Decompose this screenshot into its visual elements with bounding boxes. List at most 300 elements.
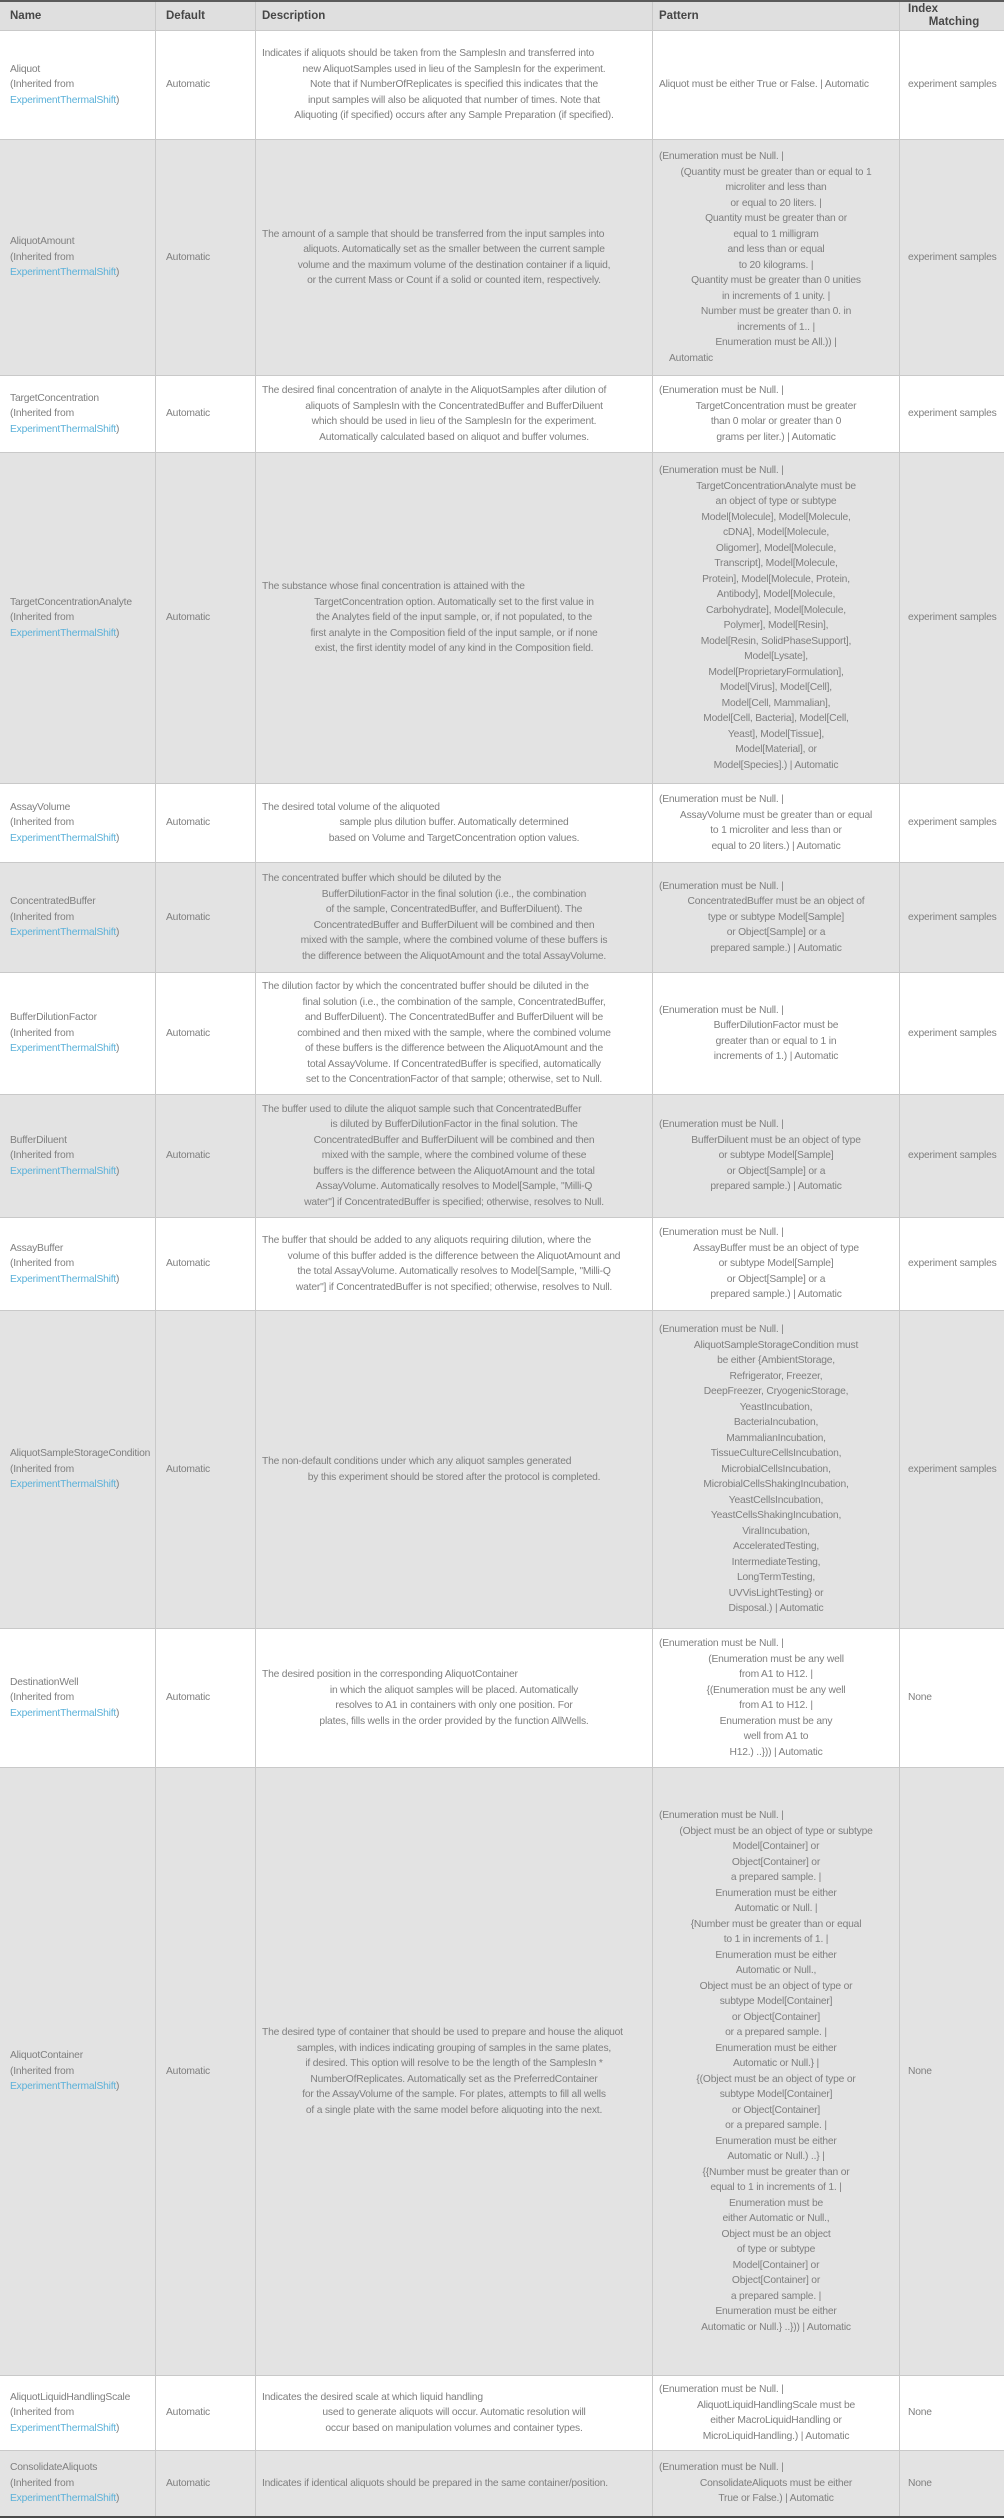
index-matching-cell: [900, 1218, 1004, 1310]
index-matching-cell: [900, 140, 1004, 375]
text-line: or equal to 20 liters. |: [730, 197, 822, 209]
text-line: {Number must be greater than or equal: [690, 1918, 862, 1930]
text-line: (Enumeration must be Null. |: [659, 1004, 784, 1016]
text-line: AssayVolume must be greater than or equal: [679, 809, 873, 821]
text-line: Enumeration must be any: [719, 1715, 833, 1727]
text-line: Automatic or Null.} ..})) | Automatic: [701, 2321, 851, 2333]
text-line: or Object[Sample] or a: [726, 927, 826, 939]
description-cell: [256, 140, 653, 375]
pattern-text: [659, 792, 893, 854]
default-value: Automatic: [166, 612, 210, 624]
index-matching-value: experiment samples: [908, 1027, 997, 1039]
text-line: Model[Species].) | Automatic: [713, 759, 839, 771]
column-header-pattern: Pattern: [653, 2, 900, 30]
text-line: Object must be an object of type or: [699, 1980, 853, 1992]
text-line: (Quantity must be greater than or equal to 1: [680, 166, 872, 178]
text-line: (Enumeration must be Null. |: [659, 1227, 784, 1239]
inherited-suffix: ): [116, 627, 120, 639]
text-line: increments of 1.. |: [737, 321, 815, 333]
index-matching-cell: [900, 863, 1004, 972]
text-line: Automatic or Null.,: [735, 1965, 817, 1976]
index-matching-value: experiment samples: [908, 251, 997, 263]
text-line: combined and then mixed with the sample, where the combined volume: [297, 1027, 611, 1039]
pattern-cell: [653, 140, 900, 375]
text-line: equal to 1 in increments of 1. |: [710, 2182, 842, 2193]
table-row: [0, 1767, 1004, 2375]
text-line: The desired final concentration of analyte in the AliquotSamples after dilution of: [262, 385, 607, 396]
text-line: YeastIncubation,: [739, 1401, 813, 1413]
column-header-index-matching: [900, 2, 1004, 30]
table-row: [0, 2450, 1004, 2516]
inherited-from-note: [10, 610, 147, 641]
option-name-cell: [0, 1218, 156, 1310]
default-value: Automatic: [166, 1258, 210, 1270]
index-matching-value: None: [908, 1692, 932, 1704]
text-line: UVVisLightTesting} or: [728, 1587, 824, 1599]
text-line: well from A1 to: [743, 1731, 809, 1742]
text-line: Enumeration must be: [728, 2197, 824, 2209]
text-line: (Enumeration must be Null. |: [659, 2384, 784, 2395]
text-line: AcceleratedTesting,: [732, 1541, 820, 1553]
default-value: Automatic: [166, 408, 210, 420]
inherited-suffix: ): [116, 1707, 120, 1719]
index-matching-cell: [900, 31, 1004, 139]
text-line: BufferDilutionFactor in the final solution (i.e., the combination: [321, 888, 587, 900]
default-value-cell: [156, 1218, 256, 1310]
column-header-description: Description: [256, 2, 653, 30]
text-line: Enumeration must be either: [715, 2135, 837, 2147]
pattern-text: [659, 1808, 893, 2335]
text-line: or Object[Sample] or a: [726, 1165, 826, 1177]
text-line: True or False.) | Automatic: [718, 2493, 834, 2505]
default-value-cell: [156, 2451, 256, 2516]
inherited-from-note: [10, 1026, 147, 1057]
option-name-cell: [0, 784, 156, 862]
text-line: Refrigerator, Freezer,: [729, 1370, 823, 1382]
description-text: [262, 2025, 646, 2118]
text-line: or subtype Model[Sample]: [718, 1150, 834, 1162]
text-line: subtype Model[Container]: [719, 2089, 833, 2100]
table-row: [0, 1310, 1004, 1628]
default-value-cell: [156, 973, 256, 1094]
inherited-prefix: (Inherited from: [10, 2477, 74, 2489]
option-name: AliquotSampleStorageCondition: [10, 1448, 151, 1460]
text-line: volume and the maximum volume of the destination container if a liquid,: [297, 259, 611, 271]
experiment-thermal-shift-link[interactable]: ExperimentThermalShift: [10, 2422, 117, 2434]
inherited-prefix: (Inherited from: [10, 911, 74, 923]
inherited-from-note: [10, 1462, 147, 1493]
description-text: [262, 383, 646, 445]
pattern-text: [659, 77, 893, 93]
inherited-from-note: [10, 1148, 147, 1179]
text-line: by this experiment should be stored after the protocol is completed.: [307, 1471, 601, 1483]
text-line: Automatic: [669, 352, 713, 364]
text-line: from A1 to H12. |: [739, 1700, 813, 1711]
description-text: [262, 227, 646, 289]
text-line: TargetConcentration must be greater: [695, 400, 857, 412]
text-line: (Enumeration must be Null. |: [659, 385, 784, 396]
text-line: (Object must be an object of type or subtype: [679, 1825, 873, 1837]
text-line: the difference between the AliquotAmount and the total AssayVolume.: [301, 950, 607, 962]
option-name: TargetConcentration: [10, 392, 99, 404]
description-text: [262, 46, 646, 124]
default-value-cell: [156, 376, 256, 452]
inherited-from-note: [10, 815, 147, 846]
text-line: Yeast], Model[Tissue],: [727, 728, 825, 740]
text-line: Enumeration must be All.)) |: [715, 337, 837, 348]
text-line: The concentrated buffer which should be diluted by the: [262, 873, 502, 884]
index-matching-cell: [900, 973, 1004, 1094]
text-line: Number must be greater than 0. in: [700, 306, 852, 317]
inherited-from-note: [10, 250, 147, 281]
text-line: Model[Cell, Mammalian],: [721, 697, 831, 709]
index-matching-cell: [900, 1768, 1004, 2375]
text-line: new AliquotSamples used in lieu of the SamplesIn for the experiment.: [302, 63, 606, 75]
experiment-thermal-shift-link[interactable]: ExperimentThermalShift: [10, 1707, 117, 1719]
text-line: or Object[Sample] or a: [726, 1273, 826, 1285]
inherited-suffix: ): [116, 423, 120, 435]
default-value-cell: [156, 1095, 256, 1217]
description-text: [262, 979, 646, 1088]
text-line: equal to 1 milligram: [733, 228, 819, 240]
text-line: ConcentratedBuffer and BufferDiluent will be combined and then: [313, 1134, 595, 1146]
description-text: [262, 1667, 646, 1729]
default-value: Automatic: [166, 817, 210, 829]
default-value: Automatic: [166, 79, 210, 91]
option-name-cell: [0, 1095, 156, 1217]
inherited-from-note: [10, 2405, 147, 2436]
text-line: a prepared sample. |: [730, 1872, 822, 1883]
text-line: Object must be an object: [721, 2228, 831, 2240]
text-line: an object of type or subtype: [715, 496, 837, 507]
text-line: Model[ProprietaryFormulation],: [708, 666, 844, 678]
experiment-thermal-shift-link[interactable]: ExperimentThermalShift: [10, 267, 117, 279]
text-line: to 1 in increments of 1. |: [723, 1934, 829, 1945]
text-line: Index: [908, 3, 939, 15]
text-line: NumberOfReplicates. Automatically set as the PreferredContainer: [310, 2073, 598, 2085]
text-line: H12.) ..})) | Automatic: [729, 1746, 823, 1758]
pattern-cell: [653, 453, 900, 783]
pattern-text: [659, 1117, 893, 1195]
text-line: Model[Material], or: [735, 744, 817, 755]
default-value-cell: [156, 2376, 256, 2450]
text-line: increments of 1.) | Automatic: [713, 1051, 839, 1062]
text-line: (Enumeration must be Null. |: [659, 794, 784, 805]
text-line: resolves to A1 in containers with only one position. For: [335, 1700, 573, 1711]
text-line: Object[Container] or: [731, 2275, 821, 2286]
text-line: ConcentratedBuffer must be an object of: [687, 896, 865, 908]
text-line: Note that if NumberOfReplicates is specified this indicates that the: [309, 79, 599, 91]
option-name: AssayBuffer: [10, 1242, 64, 1254]
experiment-thermal-shift-link[interactable]: ExperimentThermalShift: [10, 1273, 117, 1285]
text-line: AssayVolume. Automatically resolves to Model[Sample, "Milli-Q: [315, 1181, 593, 1193]
pattern-cell: [653, 784, 900, 862]
text-line: of these buffers is the difference between the AliquotAmount and the: [304, 1043, 603, 1055]
text-line: (Enumeration must be Null. |: [659, 1119, 784, 1131]
pattern-cell: [653, 31, 900, 139]
inherited-suffix: ): [116, 2493, 120, 2505]
text-line: Enumeration must be either: [715, 2042, 837, 2054]
option-name-cell: [0, 2376, 156, 2450]
inherited-suffix: ): [116, 2081, 120, 2093]
text-line: or subtype Model[Sample]: [718, 1258, 834, 1270]
text-line: in which the aliquot samples will be placed. Automatically: [329, 1684, 579, 1696]
text-line: ConsolidateAliquots must be either: [699, 2477, 853, 2489]
default-value: Automatic: [166, 1150, 210, 1162]
experiment-thermal-shift-link[interactable]: ExperimentThermalShift: [10, 1479, 117, 1491]
text-line: (Enumeration must be Null. |: [659, 2462, 784, 2474]
option-name: AliquotLiquidHandlingScale: [10, 2391, 131, 2403]
table-body: [0, 30, 1004, 2516]
option-name: BufferDiluent: [10, 1134, 67, 1146]
text-line: type or subtype Model[Sample]: [707, 911, 845, 923]
text-line: first analyte in the Composition field of the input sample, or if none: [310, 627, 598, 639]
text-line: {(Enumeration must be any well: [706, 1684, 846, 1696]
pattern-cell: [653, 376, 900, 452]
text-line: IntermediateTesting,: [731, 1556, 821, 1568]
option-name-cell: [0, 1768, 156, 2375]
option-name-cell: [0, 1311, 156, 1628]
text-line: to 1 microliter and less than or: [710, 825, 842, 836]
pattern-text: [659, 463, 893, 773]
pattern-cell: [653, 2451, 900, 2516]
text-line: from A1 to H12. |: [739, 1669, 813, 1680]
pattern-cell: [653, 1095, 900, 1217]
inherited-prefix: (Inherited from: [10, 408, 74, 420]
inherited-suffix: ): [116, 1043, 120, 1055]
inherited-prefix: (Inherited from: [10, 79, 74, 91]
description-cell: [256, 2376, 653, 2450]
text-line: Oligomer], Model[Molecule,: [715, 542, 837, 554]
index-matching-value: None: [908, 2407, 932, 2419]
text-line: or Object[Container]: [731, 2011, 821, 2023]
table-row: [0, 30, 1004, 139]
text-line: a prepared sample. |: [730, 2290, 822, 2302]
index-matching-value: experiment samples: [908, 79, 997, 91]
default-value-cell: [156, 1629, 256, 1767]
description-text: [262, 2476, 646, 2492]
pattern-text: [659, 1003, 893, 1065]
pattern-cell: [653, 1768, 900, 2375]
inherited-prefix: (Inherited from: [10, 1692, 74, 1704]
text-line: set to the ConcentrationFactor of that sample; otherwise, set to Null.: [305, 1074, 603, 1086]
description-text: [262, 579, 646, 657]
experiment-thermal-shift-link[interactable]: ExperimentThermalShift: [10, 1165, 117, 1177]
option-name: DestinationWell: [10, 1676, 79, 1688]
description-cell: [256, 2451, 653, 2516]
text-line: and BufferDiluent). The ConcentratedBuffer and BufferDiluent will be: [304, 1012, 604, 1024]
text-line: of a single plate with the same model before aliquoting into the next.: [305, 2104, 603, 2116]
text-line: The buffer that should be added to any aliquots requiring dilution, where the: [262, 1235, 592, 1246]
table-row: [0, 783, 1004, 862]
text-line: {(Object must be an object of type or: [696, 2073, 856, 2085]
inherited-from-note: [10, 2476, 147, 2507]
text-line: TissueCultureCellsIncubation,: [710, 1448, 842, 1460]
text-line: AssayBuffer must be an object of type: [693, 1242, 859, 1254]
table-row: [0, 1628, 1004, 1767]
text-line: The desired position in the corresponding AliquotContainer: [262, 1669, 518, 1680]
experiment-thermal-shift-link[interactable]: ExperimentThermalShift: [10, 94, 117, 106]
text-line: Automatically calculated based on aliquot and buffer volumes.: [319, 431, 589, 443]
text-line: The buffer used to dilute the aliquot sample such that ConcentratedBuffer: [262, 1103, 582, 1115]
text-line: Model[Lysate],: [744, 651, 808, 662]
default-value: Automatic: [166, 1027, 210, 1039]
default-value-cell: [156, 140, 256, 375]
experiment-thermal-shift-link[interactable]: ExperimentThermalShift: [10, 2493, 117, 2505]
text-line: if desired. This option will resolve to be the length of the SamplesIn *: [305, 2058, 603, 2069]
text-line: either Automatic or Null.,: [722, 2213, 830, 2224]
text-line: Model[Molecule], Model[Molecule,: [701, 511, 851, 523]
pattern-cell: [653, 1311, 900, 1628]
pattern-text: [659, 1225, 893, 1303]
text-line: ConcentratedBuffer and BufferDiluent will be combined and then: [313, 919, 595, 931]
pattern-cell: [653, 1629, 900, 1767]
inherited-from-note: [10, 406, 147, 437]
text-line: mixed with the sample, where the combined volume of these: [321, 1150, 587, 1162]
text-line: Indicates if identical aliquots should be prepared in the same container/position.: [262, 2477, 608, 2489]
text-line: Carbohydrate], Model[Molecule,: [706, 604, 846, 616]
text-line: cDNA], Model[Molecule,: [722, 527, 830, 538]
index-matching-cell: [900, 1311, 1004, 1628]
experiment-thermal-shift-link[interactable]: ExperimentThermalShift: [10, 1043, 117, 1055]
text-line: The non-default conditions under which any aliquot samples generated: [262, 1456, 572, 1467]
text-line: for the AssayVolume of the sample. For plates, attempts to fill all wells: [302, 2089, 606, 2100]
text-line: and less than or equal: [727, 244, 825, 255]
pattern-cell: [653, 2376, 900, 2450]
pattern-cell: [653, 973, 900, 1094]
table-row: [0, 452, 1004, 783]
default-value-cell: [156, 453, 256, 783]
index-matching-cell: [900, 1629, 1004, 1767]
text-line: buffers is the difference between the AliquotAmount and the total: [313, 1165, 595, 1177]
text-line: Model[Resin, SolidPhaseSupport],: [700, 635, 852, 647]
table-header-row: [0, 2, 1004, 30]
text-line: total AssayVolume. If ConcentratedBuffer is specified, automatically: [307, 1058, 601, 1070]
index-matching-value: None: [908, 2477, 932, 2489]
text-line: water"] if ConcentratedBuffer is not specified; otherwise, resolves to Null.: [295, 1281, 613, 1293]
text-line: (Enumeration must be Null. |: [659, 880, 784, 892]
description-text: [262, 871, 646, 964]
text-line: The amount of a sample that should be transferred from the input samples into: [262, 228, 605, 240]
text-line: the Analytes field of the input sample, or, if not populated, to the: [315, 612, 593, 624]
text-line: The dilution factor by which the concentrated buffer should be diluted in the: [262, 981, 589, 993]
text-line: BufferDiluent must be an object of type: [691, 1134, 861, 1146]
index-matching-cell: [900, 376, 1004, 452]
inherited-from-note: [10, 1256, 147, 1287]
option-name-cell: [0, 453, 156, 783]
description-cell: [256, 453, 653, 783]
index-matching-cell: [900, 1095, 1004, 1217]
option-name: TargetConcentrationAnalyte: [10, 596, 132, 608]
index-matching-value: experiment samples: [908, 1463, 997, 1475]
pattern-text: [659, 2460, 893, 2507]
text-line: The desired type of container that should be used to prepare and house the aliquot: [262, 2027, 623, 2038]
experiment-thermal-shift-link[interactable]: ExperimentThermalShift: [10, 832, 117, 844]
pattern-text: [659, 149, 893, 366]
inherited-suffix: ): [116, 927, 120, 939]
text-line: (Enumeration must be Null. |: [659, 1638, 784, 1649]
text-line: microliter and less than: [725, 182, 827, 193]
index-matching-cell: [900, 2376, 1004, 2450]
description-cell: [256, 1095, 653, 1217]
text-line: plates, fills wells in the order provided by the function AllWells.: [319, 1715, 589, 1727]
experiment-thermal-shift-link[interactable]: ExperimentThermalShift: [10, 2081, 117, 2093]
inherited-suffix: ): [116, 1479, 120, 1491]
inherited-suffix: ): [116, 1165, 120, 1177]
description-cell: [256, 1311, 653, 1628]
option-name: AssayVolume: [10, 801, 71, 813]
option-name-cell: [0, 2451, 156, 2516]
description-cell: [256, 1629, 653, 1767]
inherited-prefix: (Inherited from: [10, 1027, 74, 1039]
inherited-suffix: ): [116, 267, 120, 279]
text-line: MicrobialCellsShakingIncubation,: [703, 1479, 849, 1491]
text-line: subtype Model[Container]: [719, 1996, 833, 2007]
default-value: Automatic: [166, 2065, 210, 2077]
text-line: Quantity must be greater than or: [705, 213, 847, 224]
text-line: Model[Cell, Bacteria], Model[Cell,: [703, 713, 849, 724]
inherited-suffix: ): [116, 1273, 120, 1285]
inherited-from-note: [10, 2064, 147, 2095]
default-value-cell: [156, 31, 256, 139]
text-line: be either {AmbientStorage,: [717, 1355, 835, 1367]
text-line: Indicates the desired scale at which liquid handling: [262, 2391, 483, 2403]
text-line: greater than or equal to 1 in: [715, 1035, 837, 1047]
description-text: [262, 1454, 646, 1485]
text-line: Enumeration must be either: [715, 1887, 837, 1899]
text-line: of type or subtype: [736, 2244, 816, 2255]
index-matching-cell: [900, 2451, 1004, 2516]
option-name: Aliquot: [10, 63, 41, 75]
text-line: of the sample, ConcentratedBuffer, and BufferDiluent). The: [325, 904, 583, 915]
text-line: Quantity must be greater than 0 unities: [691, 275, 861, 286]
pattern-cell: [653, 863, 900, 972]
text-line: The desired total volume of the aliquoted: [262, 801, 440, 813]
default-value-cell: [156, 1311, 256, 1628]
text-line: Automatic or Null. |: [734, 1903, 818, 1914]
text-line: YeastCellsShakingIncubation,: [710, 1510, 842, 1522]
text-line: Automatic or Null.} |: [732, 2058, 820, 2069]
inherited-prefix: (Inherited from: [10, 251, 74, 263]
text-line: used to generate aliquots will occur. Automatic resolution will: [322, 2407, 586, 2419]
inherited-prefix: (Inherited from: [10, 1258, 74, 1270]
text-line: exist, the first identity model of any kind in the Composition field.: [314, 643, 594, 655]
pattern-text: [659, 1636, 893, 1760]
table-row: [0, 862, 1004, 972]
inherited-suffix: ): [116, 2422, 120, 2434]
description-text: [262, 800, 646, 847]
inherited-from-note: [10, 910, 147, 941]
pattern-text: [659, 383, 893, 445]
index-matching-value: experiment samples: [908, 1150, 997, 1162]
inherited-suffix: ): [116, 832, 120, 844]
experiment-thermal-shift-link[interactable]: ExperimentThermalShift: [10, 627, 117, 639]
text-line: (Enumeration must be Null. |: [659, 151, 784, 162]
text-line: The substance whose final concentration is attained with the: [262, 581, 525, 593]
text-line: to 20 kilograms. |: [738, 259, 814, 271]
text-line: based on Volume and TargetConcentration option values.: [328, 832, 580, 844]
experiment-thermal-shift-link[interactable]: ExperimentThermalShift: [10, 423, 117, 435]
default-value: Automatic: [166, 2407, 210, 2419]
text-line: aliquots of SamplesIn with the ConcentratedBuffer and BufferDiluent: [305, 400, 603, 412]
text-line: prepared sample.) | Automatic: [710, 1181, 842, 1193]
text-line: BacteriaIncubation,: [733, 1417, 819, 1429]
text-line: AliquotLiquidHandlingScale must be: [696, 2399, 856, 2411]
option-name-cell: [0, 1629, 156, 1767]
text-line: AliquotSampleStorageCondition must: [693, 1339, 859, 1351]
experiment-thermal-shift-link[interactable]: ExperimentThermalShift: [10, 927, 117, 939]
column-header-name: Name: [0, 2, 156, 30]
